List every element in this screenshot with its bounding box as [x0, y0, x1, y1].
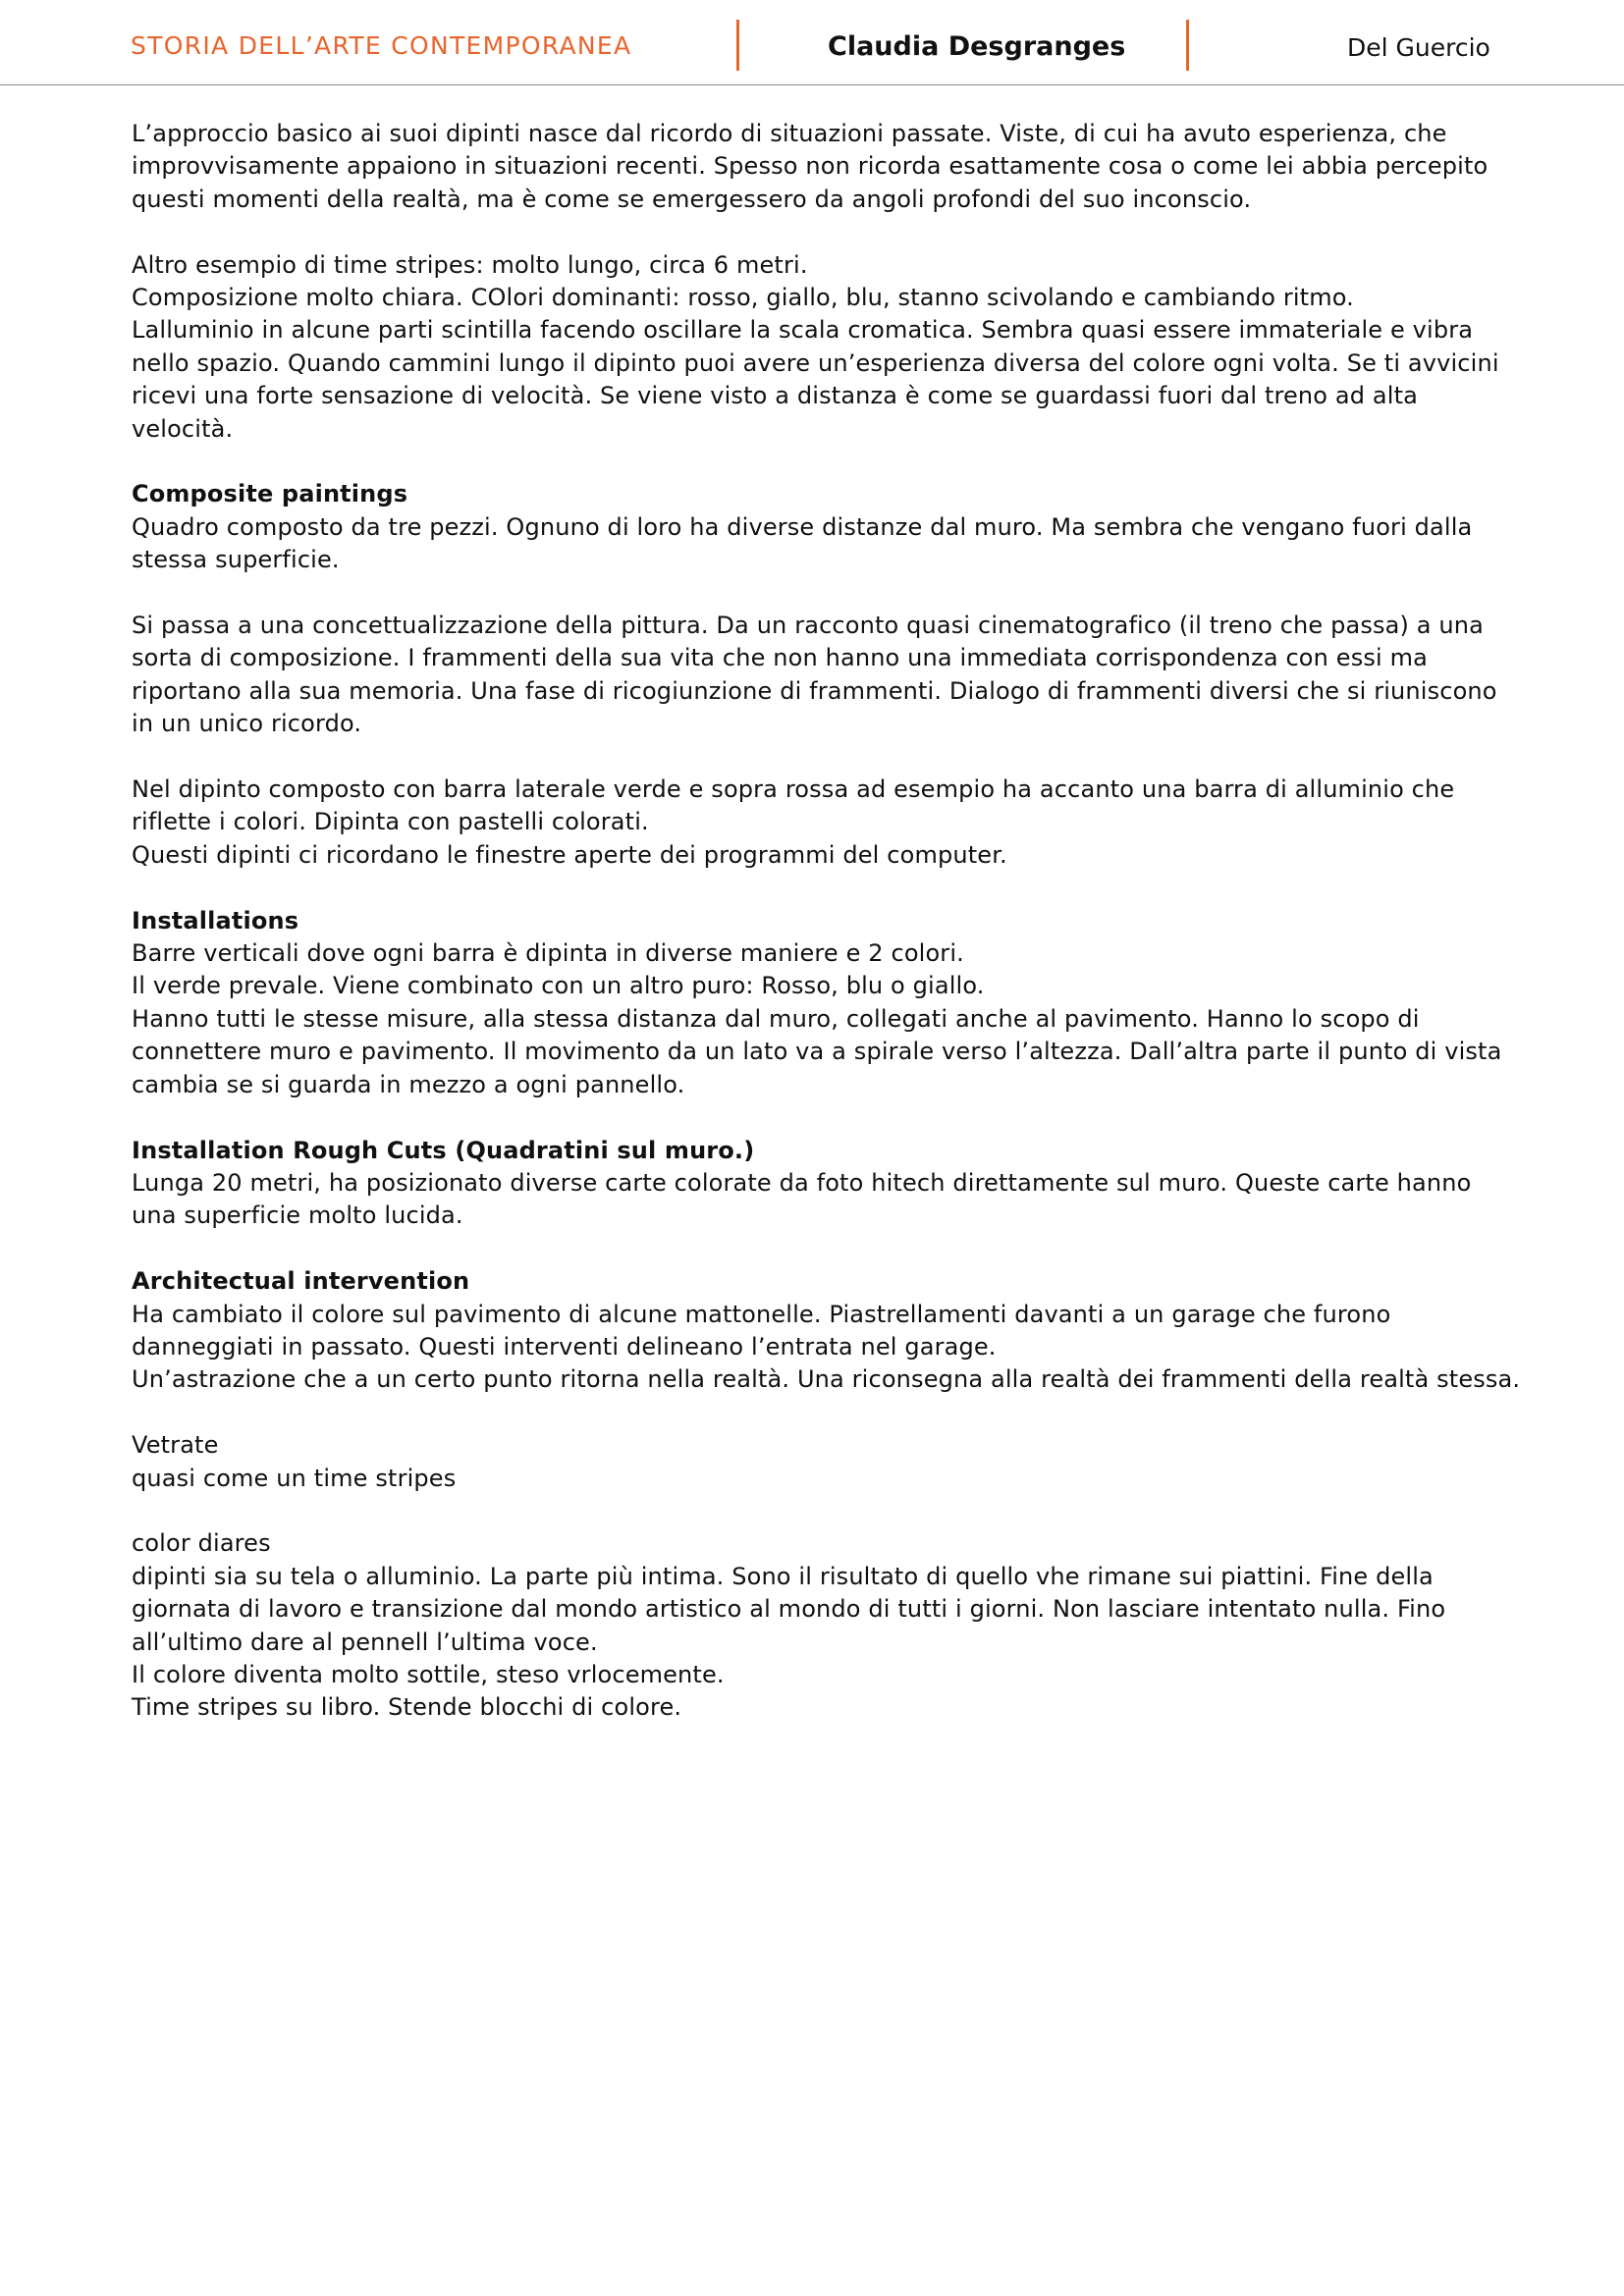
text-line: Vetrate [132, 1431, 219, 1460]
text-line: Hanno tutti le stesse misure, alla stessa distanza dal muro, collegati anche al pavimento. Hanno lo scopo di [132, 1004, 1420, 1033]
text-line: color diares [132, 1529, 271, 1558]
section-heading: Composite paintings [132, 480, 408, 508]
text-line: Time stripes su libro. Stende blocchi di colore. [132, 1693, 682, 1722]
text-line: nello spazio. Quando cammini lungo il dipinto puoi avere un’esperienza diversa del colore ogni volta. Se ti avvicini [132, 348, 1499, 377]
paragraph [132, 478, 1545, 576]
paragraph [132, 905, 1545, 1101]
text-line: riflette i colori. Dipinta con pastelli colorati. [132, 808, 649, 836]
course-title: STORIA DELL’ARTE CONTEMPORANEA [131, 31, 632, 60]
section-heading: Installation Rough Cuts (Quadratini sul muro.) [132, 1136, 755, 1164]
text-line: cambia se si guarda in mezzo a ogni pannello. [132, 1070, 685, 1098]
text-line: Barre verticali dove ogni barra è dipinta in diverse maniere e 2 colori. [132, 939, 964, 968]
text-line: all’ultimo dare al pennell l’ultima voce. [132, 1628, 598, 1656]
paragraph [132, 1135, 1545, 1233]
paragraph [132, 610, 1545, 741]
text-line: ricevi una forte sensazione di velocità. Se viene visto a distanza è come se guardassi fuori dal treno ad alta [132, 382, 1419, 410]
paragraph [132, 118, 1545, 216]
text-line: Ha cambiato il colore sul pavimento di alcune mattonelle. Piastrellamenti davanti a un garage che furono [132, 1300, 1391, 1328]
topic-title: Claudia Desgranges [828, 31, 1126, 62]
text-line: Nel dipinto composto con barra laterale verde e sopra rossa ad esempio ha accanto una barra di alluminio che [132, 775, 1455, 804]
text-line: riportano alla sua memoria. Una fase di ricogiunzione di frammenti. Dialogo di frammenti diversi che si riuniscono [132, 676, 1497, 705]
text-line: Altro esempio di time stripes: molto lungo, circa 6 metri. [132, 250, 808, 279]
text-line: quasi come un time stripes [132, 1464, 457, 1492]
text-line: stessa superficie. [132, 546, 340, 574]
text-line: Si passa a una concettualizzazione della pittura. Da un racconto quasi cinematografico (il treno che passa) a una [132, 612, 1485, 640]
header-divider-right [1186, 20, 1189, 71]
text-line: Lalluminio in alcune parti scintilla facendo oscillare la scala cromatica. Sembra quasi essere immateriale e vibra [132, 316, 1474, 345]
text-line: improvvisamente appaiono in situazioni recenti. Spesso non ricorda esattamente cosa o come lei abbia percepito [132, 152, 1489, 181]
professor-name: Del Guercio [1347, 33, 1490, 62]
page-header [0, 0, 1624, 85]
text-line: Il colore diventa molto sottile, steso vrlocemente. [132, 1660, 725, 1688]
text-line: connettere muro e pavimento. Il movimento da un lato va a spirale verso l’altezza. Dall’altra parte il punto di vista [132, 1038, 1502, 1066]
text-line: danneggiati in passato. Questi interventi delineano l’entrata nel garage. [132, 1332, 997, 1361]
text-line: dipinti sia su tela o alluminio. La parte più intima. Sono il risultato di quello vhe rimane sui piattini. Fine della [132, 1562, 1434, 1590]
paragraph [132, 774, 1545, 872]
section-heading: Architectual intervention [132, 1267, 470, 1296]
text-line: questi momenti della realtà, ma è come se emergessero da angoli profondi del suo inconscio. [132, 185, 1252, 213]
paragraph [132, 1429, 1545, 1495]
header-divider-left [736, 20, 739, 71]
text-line: giornata di lavoro e transizione dal mondo artistico al mondo di tutti i giorni. Non lasciare intentato nulla. Fino [132, 1595, 1446, 1624]
section-heading: Installations [132, 906, 299, 934]
text-line: velocità. [132, 414, 234, 443]
paragraph [132, 1527, 1545, 1724]
paragraph [132, 1265, 1545, 1397]
text-line: una superficie molto lucida. [132, 1201, 463, 1230]
text-line: sorta di composizione. I frammenti della sua vita che non hanno una immediata corrispondenza con essi ma [132, 644, 1428, 672]
paragraph [132, 249, 1545, 446]
text-line: L’approccio basico ai suoi dipinti nasce dal ricordo di situazioni passate. Viste, di cui ha avuto esperienza, che [132, 120, 1447, 147]
text-line: Il verde prevale. Viene combinato con un altro puro: Rosso, blu o giallo. [132, 972, 985, 1000]
text-line: Questi dipinti ci ricordano le finestre aperte dei programmi del computer. [132, 840, 1007, 869]
text-line: Composizione molto chiara. COlori dominanti: rosso, giallo, blu, stanno scivolando e cambiando ritmo. [132, 284, 1354, 312]
text-line: Un’astrazione che a un certo punto ritorna nella realtà. Una riconsegna alla realtà dei frammenti della realtà stessa. [132, 1365, 1521, 1394]
text-line: Lunga 20 metri, ha posizionato diverse carte colorate da foto hitech direttamente sul muro. Queste carte hanno [132, 1168, 1472, 1197]
text-line: in un unico ricordo. [132, 710, 362, 738]
text-line: Quadro composto da tre pezzi. Ognuno di loro ha diverse distanze dal muro. Ma sembra che vengano fuori dalla [132, 512, 1473, 541]
document-body [132, 118, 1545, 1757]
